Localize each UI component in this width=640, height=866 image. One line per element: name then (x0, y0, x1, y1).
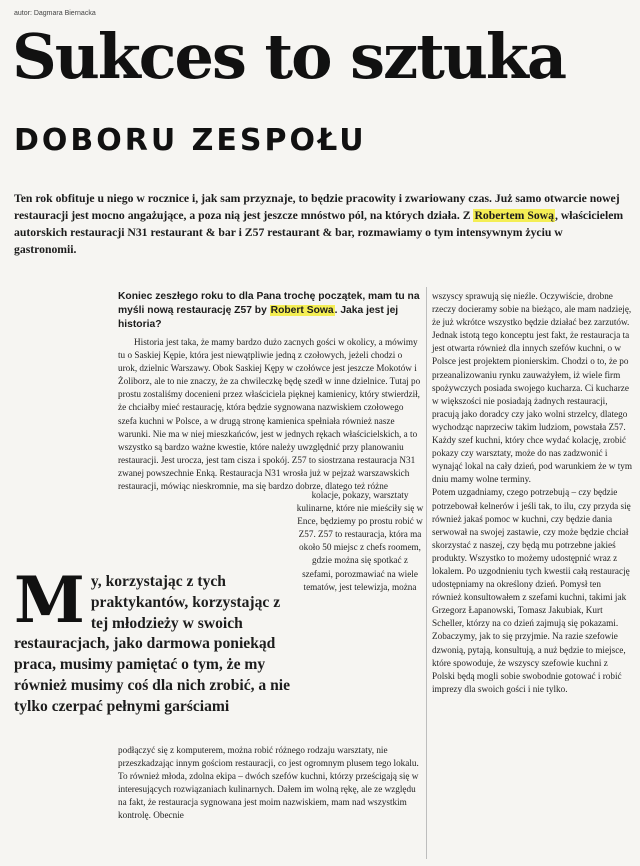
author-credit: autor: Dagmara Biernacka (14, 10, 96, 17)
question-text-before: Koniec zeszłego roku to dla Pana trochę początek, mam tu na myśli nową restaurację Z57 by (118, 291, 420, 317)
answer-narrow-column: kolacje, pokazy, warsztaty kulinarne, które nie mieściły się w Ence, będziemy po prostu robić w Z57. Z57 to restauracja, która ma około 50 miejsc z chefs roomem, gdzie można się spotkać z szefami, porozmawiać na wiele tematów, jest telewizja, można (296, 490, 424, 592)
answer-paragraph: Historia jest taka, że mamy bardzo dużo zacnych gości w okolicy, a mówimy tu o Saskiej Kępie, która jest niewątpliwie jedną z czołowych, jeżeli chodzi o urok, dzielnic Warszawy. Obok Saskiej Kępy w czołówce jest jeszcze Mokotów i Żoliborz, ale to nie znaczy, że za chwileczkę będę szedł w inne dzielnice. Tutaj po prostu zostaliśmy docenieni przez właściciela pięknej kamienicy, który stwierdził, że chciałby mieć restaurację, która będzie sygnowana nazwiskiem czołowego szefa kuchni w Polsce, a w drugą stronę kamienica spełniała również nasze warunki. Nie ma w niej mieszkańców, jest w jednych rękach właścicielskich, a to wszystko są bardzo ważne kwestie, które należy uwzględnić przy planowaniu restauracji. Jest urocza, jest tam cisza i spokój. Z57 to siostrzana restauracja N31 zwanej powszechnie Enką. Restauracja N31 wrosła już w pejzaż warszawskich restauracji, mówiąc nieskromnie, ma się bardzo dobrze, dlatego też różne (118, 337, 421, 492)
question-highlighted-name: Robert Sowa (270, 305, 334, 317)
column-divider (426, 287, 427, 859)
pull-quote (14, 563, 298, 718)
lead-text-before: Ten rok obfituje u niego w rocznice i, jak sam przyznaje, to będzie pracowity i zwariowany czas. Już samo otwarcie nowej restauracji jest mocno angażujące, a poza nią jest jeszcze mnóstwo pól, na których działa. Z (14, 192, 620, 222)
answer-paragraph: Potem uzgadniamy, czego potrzebują – czy będzie potrzebował kelnerów i jeśli tak, to ilu, czy przyda się również jakaś pomoc w kuchni, czy będzie dania serwował na swojej zastawie, czy może będzie chciał skorzystać z naszej, czy będą mu potrzebne jakieś produkty. Wszystko to możemy udostępnić wraz z lokalem. Po uzgodnieniu tych kwestii całą restaurację udostępniamy na określony dzień. Pomysł ten również konsultowałem z szefami kuchni, takimi jak Grzegorz Łapanowski, Tomasz Jakubiak, Kurt Scheller, którzy na co dzień zajmują się pokazami. Zobaczymy, jak to się przyjmie. Na razie szefowie dzwonią, pytają, konsultują, a nuż będzie to miejsce, które spowoduje, że wszyscy szefowie kuchni z Polski będą mogli sobie swobodnie gotować i robić imprezy dla swoich gości i nie tylko. (432, 487, 631, 694)
pull-quote-dropcap: M (14, 563, 85, 638)
question-text-after: . Jaka jest jej historia? (118, 305, 399, 331)
answer-column-right (432, 290, 632, 696)
answer-column-left (118, 336, 422, 493)
highlighted-name: Robertem Sową (474, 209, 554, 222)
pull-quote-text: y, korzystając z tych praktykantów, korzystając z tej młodzieży w swoich restauracjach, jako darmowa poniekąd praca, musimy pamiętać o tym, że my również musimy coś dla nich zrobić, a nie tylko czerpać pełnymi garściami (14, 573, 291, 715)
article-subtitle: DOBORU ZESPOŁU (14, 123, 367, 158)
lead-paragraph (14, 190, 628, 258)
answer-paragraph: wszyscy sprawują się nieźle. Oczywiście, drobne rzeczy docieramy sobie na bieżąco, ale mam nadzieję, że już wkrótce wszystko będzie działać bez zarzutów. Jednak istotą tego konceptu jest fakt, że restauracja ta jest otwarta również dla innych szefów kuchni, o w Polsce jest projektem pionierskim. Chodzi o to, że po przeanalizowaniu rynku zauważyłem, iż wiele firm spożywczych posiada swojego kucharza. Ci kucharze w większości nie posiadają żadnych restauracji, pracują jako doradcy czy jako wolni strzelcy, dlatego wychodząc naprzeciw takim ludziom, powstała Z57. Każdy szef kuchni, który chce wydać kolację, zrobić pokazy czy warsztaty, może do nas zadzwonić i wynająć lokal na cały dzień, pod warunkiem że w tym dniu mamy wolne terminy. (432, 291, 633, 485)
article-title: Sukces to sztuka (12, 20, 566, 93)
lead-text-after: , właścicielem autorskich restauracji N31 restaurant & bar i Z57 restaurant & bar, rozmawiamy o tym intensywnym życiu w gastronomii. (14, 209, 624, 256)
answer-bottom-block: podłączyć się z komputerem, można robić różnego rodzaju warsztaty, nie przeszkadzając innym gościom restauracji, co jest ogromnym plusem tego lokalu. To również młoda, zdolna ekipa – dwóch szefów kuchni, którzy prześcigają się w interesujących rozwiązaniach kulinarnych. Dałem im wolną rękę, ale ze względu na fakt, że restauracja sygnowana jest moim nazwiskiem, mam nad wszystkim kontrolę. Obecnie (118, 745, 419, 821)
interview-question (118, 290, 422, 333)
